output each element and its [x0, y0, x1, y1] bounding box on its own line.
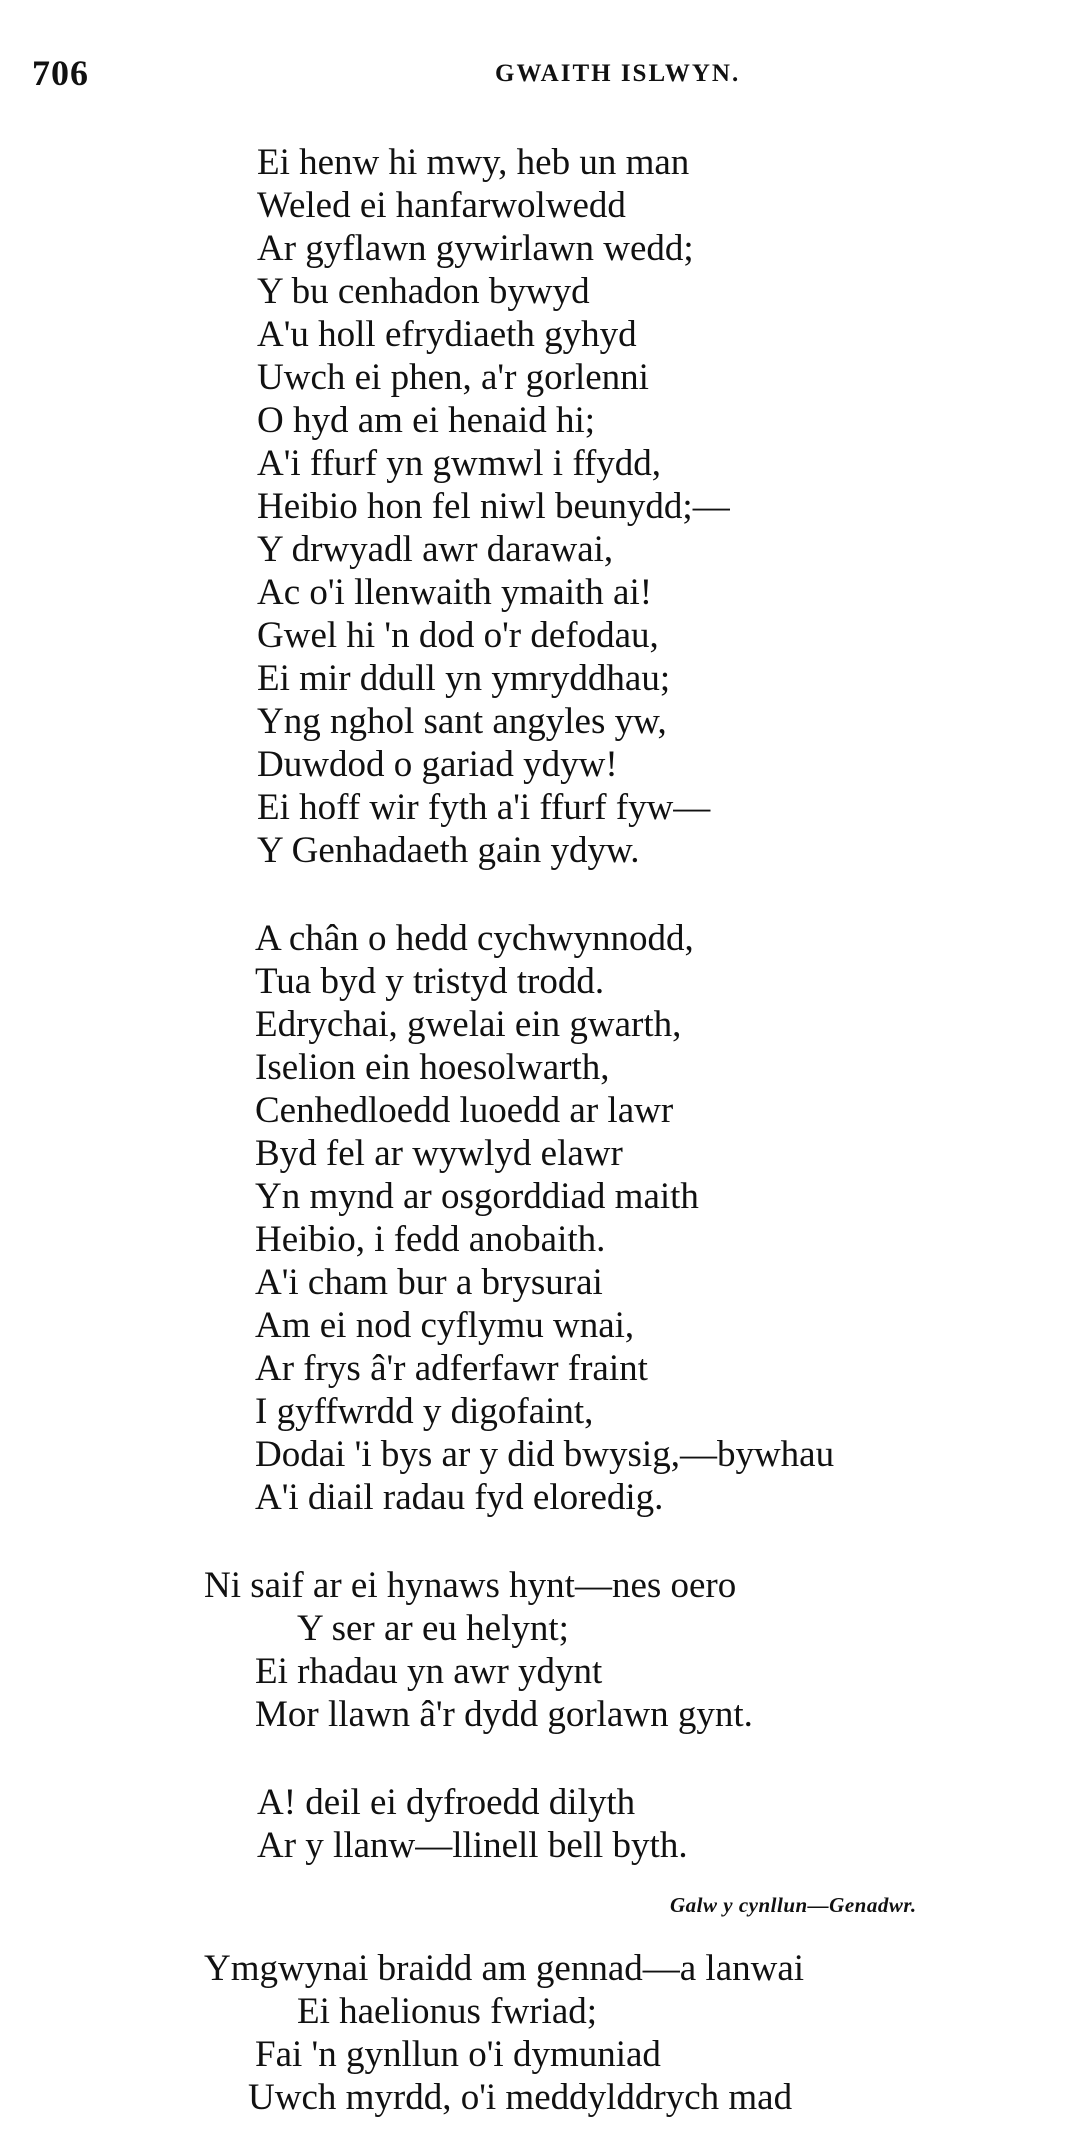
poem-line: A'i cham bur a brysurai: [255, 1262, 603, 1303]
poem-line: Heibio hon fel niwl beunydd;—: [257, 486, 730, 527]
poem-line: Heibio, i fedd anobaith.: [255, 1219, 606, 1260]
page-number: 706: [32, 53, 89, 93]
poem-line: A'i diail radau fyd eloredig.: [255, 1477, 664, 1518]
poem-line: Am ei nod cyflymu wnai,: [255, 1305, 635, 1346]
running-title: GWAITH ISLWYN.: [495, 60, 741, 87]
poem-line: Ei haelionus fwriad;: [297, 1991, 598, 2032]
poem-line: Ac o'i llenwaith ymaith ai!: [257, 572, 653, 613]
poem-line: Weled ei hanfarwolwedd: [257, 185, 626, 226]
attribution: Galw y cynllun—Genadwr.: [670, 1893, 917, 1917]
poem-line: Duwdod o gariad ydyw!: [257, 744, 618, 785]
poem-line: Edrychai, gwelai ein gwarth,: [255, 1004, 682, 1045]
poem-line: Fai 'n gynllun o'i dymuniad: [255, 2034, 661, 2075]
poem-line: Yn mynd ar osgorddiad maith: [255, 1176, 699, 1217]
poem-line: Ymgwynai braidd am gennad—a lanwai: [204, 1948, 805, 1989]
poem-line: Dodai 'i bys ar y did bwysig,—bywhau: [255, 1434, 835, 1475]
poem-line: Cenhedloedd luoedd ar lawr: [255, 1090, 674, 1131]
poem-line: Ni saif ar ei hynaws hynt—nes oero: [204, 1565, 737, 1606]
poem-line: Uwch myrdd, o'i meddylddrych mad: [248, 2077, 793, 2118]
poem-line: A'u holl efrydiaeth gyhyd: [257, 314, 637, 355]
poem-line: Ei mir ddull yn ymryddhau;: [257, 658, 671, 699]
poem-line: Ei rhadau yn awr ydynt: [255, 1651, 603, 1692]
poem-line: Gwel hi 'n dod o'r defodau,: [257, 615, 659, 656]
page-header: [0, 52, 1065, 102]
poem-line: Mor llawn â'r dydd gorlawn gynt.: [255, 1694, 753, 1735]
poem-line: Tua byd y tristyd trodd.: [255, 961, 605, 1002]
poem-line: Y bu cenhadon bywyd: [257, 271, 590, 312]
poem-line: Y drwyadl awr darawai,: [257, 529, 614, 570]
poem-line: Ar frys â'r adferfawr fraint: [255, 1348, 648, 1389]
poem-line: Uwch ei phen, a'r gorlenni: [257, 357, 649, 398]
poem-line: Y ser ar eu helynt;: [297, 1608, 569, 1649]
poem-line: O hyd am ei henaid hi;: [257, 400, 596, 441]
poem-line: Ar y llanw—llinell bell byth.: [257, 1825, 688, 1866]
poem-line: A chân o hedd cychwynnodd,: [255, 918, 694, 959]
poem-line: A! deil ei dyfroedd dilyth: [257, 1782, 636, 1823]
poem-line: Ei henw hi mwy, heb un man: [257, 142, 690, 183]
poem-line: Byd fel ar wywlyd elawr: [255, 1133, 623, 1174]
poem-line: Yng nghol sant angyles yw,: [257, 701, 667, 742]
poem-line: Ar gyflawn gywirlawn wedd;: [257, 228, 694, 269]
poem-line: I gyffwrdd y digofaint,: [255, 1391, 594, 1432]
poem-line: Y Genhadaeth gain ydyw.: [257, 830, 640, 871]
poem-line: Iselion ein hoesolwarth,: [255, 1047, 610, 1088]
poem-line: A'i ffurf yn gwmwl i ffydd,: [257, 443, 662, 484]
poem-line: Ei hoff wir fyth a'i ffurf fyw—: [257, 787, 711, 828]
